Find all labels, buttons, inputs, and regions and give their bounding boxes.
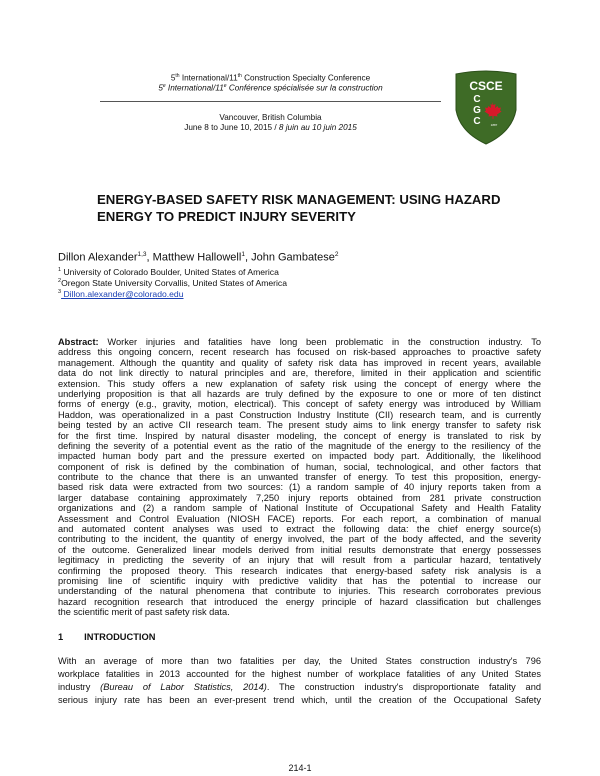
text: . The construction industry's disproportionate fatality and: [266, 681, 541, 692]
text: extension. This study offers a new explanation of safety risk using the concept of energy where the: [58, 378, 541, 389]
abstract-line: [58, 493, 541, 503]
author-name: John Gambatese: [251, 251, 335, 264]
sup: th: [175, 73, 180, 79]
text: Haddon, was operationalized in a past Construction Industry Institute (CII) research team, and is currently: [58, 409, 541, 420]
text: defining the severity of a potential event as the ratio of the magnitude of the energy to the resiliency of the: [58, 440, 541, 451]
abstract-line: [58, 472, 541, 482]
abstract-line: [58, 545, 541, 555]
sup: 3: [58, 289, 62, 295]
text: hazard recognition research that introduced the energy principle of hazard classification but challenges: [58, 596, 541, 607]
header-rule: [100, 101, 441, 102]
author-sup: 1,3: [137, 251, 147, 258]
sup: 1: [58, 267, 62, 273]
abstract-line: [58, 431, 541, 441]
author-name: Matthew Hallowell: [152, 251, 242, 264]
title-line: ENERGY TO PREDICT INJURY SEVERITY: [97, 209, 356, 224]
text: address this ongoing concern, recent research has focused on risk-based approaches to proactive safety: [58, 347, 541, 358]
affiliation-email: [58, 287, 184, 300]
csce-logo: [454, 70, 518, 146]
text: data do not link directly to natural principles and are, therefore, limited in their application and scientific: [58, 368, 541, 379]
abstract-line: [58, 368, 541, 378]
text: 5: [158, 83, 163, 93]
abstract-line: [58, 399, 541, 409]
abstract-line: [58, 420, 541, 430]
conference-dates: [100, 123, 441, 133]
text: based risk data were extracted from two sources: (1) a random sample of 40 injury reports taken from a: [58, 482, 541, 493]
text: Oregon State University Corvallis, United States of America: [61, 277, 287, 288]
sep: ,: [244, 251, 252, 264]
abstract-line: [58, 337, 541, 347]
abstract: [58, 337, 541, 618]
text: of the outcome. Generalized linear models derived from initial results demonstrate that energy possesses: [58, 544, 541, 555]
author-list: [58, 251, 338, 264]
sup: e: [223, 83, 227, 89]
text: Worker injuries and fatalities have long been problematic in the construction industry. To: [98, 337, 541, 347]
text: University of Colorado Boulder, United States of America: [61, 266, 279, 277]
text: Construction Specialty Conference: [241, 73, 371, 83]
abstract-line: [58, 524, 541, 534]
logo-year: 1887: [490, 123, 498, 127]
abstract-line: [58, 347, 541, 357]
text: being tested by an active CII research team. The present study aims to link energy transfer to safety risk: [58, 420, 541, 431]
abstract-line: [58, 514, 541, 524]
abstract-line: [58, 389, 541, 399]
sup: 2: [58, 278, 62, 284]
text-line: workplace fatalities in 2013 accounted for the highest number of workplace fatalities of any United States: [58, 668, 541, 679]
conference-line-fr: [100, 81, 441, 94]
logo-letter: C: [473, 116, 481, 127]
text: forms of energy (e.g., gravity, motion, electrical). This concept of safety energy was introduced by William: [58, 399, 541, 410]
text-line: With an average of more than two fatalities per day, the United States construction industry's 796: [58, 656, 541, 666]
text: International/11: [179, 73, 238, 83]
abstract-line: [58, 462, 541, 472]
author-sup: 2: [334, 251, 339, 258]
section-title: INTRODUCTION: [84, 632, 156, 642]
text: contribute to the chance that there is an unwanted transfer of energy. To test this proposition, energy-: [58, 472, 541, 483]
sup: th: [237, 73, 242, 79]
abstract-line: [58, 566, 541, 576]
abstract-line: [58, 586, 541, 596]
abstract-line: [58, 358, 541, 368]
conference-location: Vancouver, British Columbia: [219, 113, 322, 122]
logo-letter: C: [473, 94, 481, 105]
text: underlying proposition is that all hazards are truly defined by the exposure to one or more of ten distinct: [58, 388, 541, 399]
text: component of risk is defined by the combination of human, social, technological, and other factors that: [58, 461, 541, 472]
text: organizations and (2) a random sample of National Institute of Occupational Safety and Health Fatality: [58, 503, 541, 514]
text: larger database containing approximately 7,250 injury reports obtained from 281 private construction: [58, 492, 541, 503]
abstract-line: [58, 576, 541, 586]
text-line: serious injury rate has been an ever-present trend which, until the creation of the Occupational Safety: [58, 694, 541, 705]
text: impacted human body part and the pressure exerted on impacted body part. Additionally, the likelihood: [58, 451, 541, 462]
title-line: ENERGY-BASED SAFETY RISK MANAGEMENT: USING HAZARD: [97, 192, 501, 207]
logo-letter: G: [473, 105, 481, 116]
abstract-line: [58, 607, 541, 617]
abstract-line: [58, 441, 541, 451]
page-number: 214-1: [288, 763, 312, 773]
abstract-line: [58, 482, 541, 492]
abstract-line: [58, 555, 541, 565]
text: and automated content analyses was used to extract the following data: the chief energy source(s): [58, 524, 541, 535]
text: International/11: [165, 83, 224, 93]
abstract-line: [58, 379, 541, 389]
author-name: Dillon Alexander: [58, 251, 138, 264]
sep: ,: [146, 251, 153, 264]
logo-text-csce: CSCE: [469, 79, 503, 93]
paper-title: [97, 191, 500, 225]
section-number: 1: [58, 632, 64, 642]
sup: e: [162, 83, 166, 89]
text: legitimacy in predicting the severity of an injury that will result from a particular hazard, tentatively: [58, 555, 541, 566]
text: contributing to the incident, the quantity of energy involved, the part of the body affected, and the severity: [58, 534, 541, 545]
abstract-line: [58, 597, 541, 607]
text-line: [58, 681, 541, 694]
text: management. Although the quantity and quality of safety risk data has improved in recent years, available: [58, 357, 541, 368]
email-link[interactable]: Dillon.alexander@colorado.edu: [61, 288, 184, 299]
text: Conférence spécialisée sur la construction: [226, 83, 383, 93]
abstract-label: Abstract:: [58, 337, 99, 347]
author-sup: 1: [241, 251, 245, 258]
section-heading: [58, 632, 155, 642]
text: for the first time. Inspired by natural disaster modeling, the concept of energy is translated to risk by: [58, 430, 541, 441]
text: 8 juin au 10 juin 2015: [278, 123, 357, 132]
introduction-paragraph: [58, 655, 541, 707]
text: industry: [58, 681, 101, 692]
abstract-line: [58, 534, 541, 544]
citation: (Bureau of Labor Statistics, 2014): [100, 681, 267, 692]
text: confirming the proposed theory. This research indicates that energy-based safety risk analysis is a: [58, 565, 541, 576]
abstract-line: [58, 503, 541, 513]
text: the scientific merit of past safety risk data.: [58, 607, 230, 618]
abstract-line: [58, 410, 541, 420]
text: 5: [170, 73, 176, 83]
text: June 8 to June 10, 2015 /: [184, 123, 279, 132]
text: understanding of the natural phenomena that contribute to injuries. This research corroborates previous: [58, 586, 541, 597]
text: promising line of scientific inquiry with predictive validity that has the potential to increase our: [58, 575, 541, 586]
abstract-line: [58, 451, 541, 461]
text: Assessment and Control Evaluation (NIOSH FACE) reports. For each report, a combination of manual: [58, 513, 541, 524]
